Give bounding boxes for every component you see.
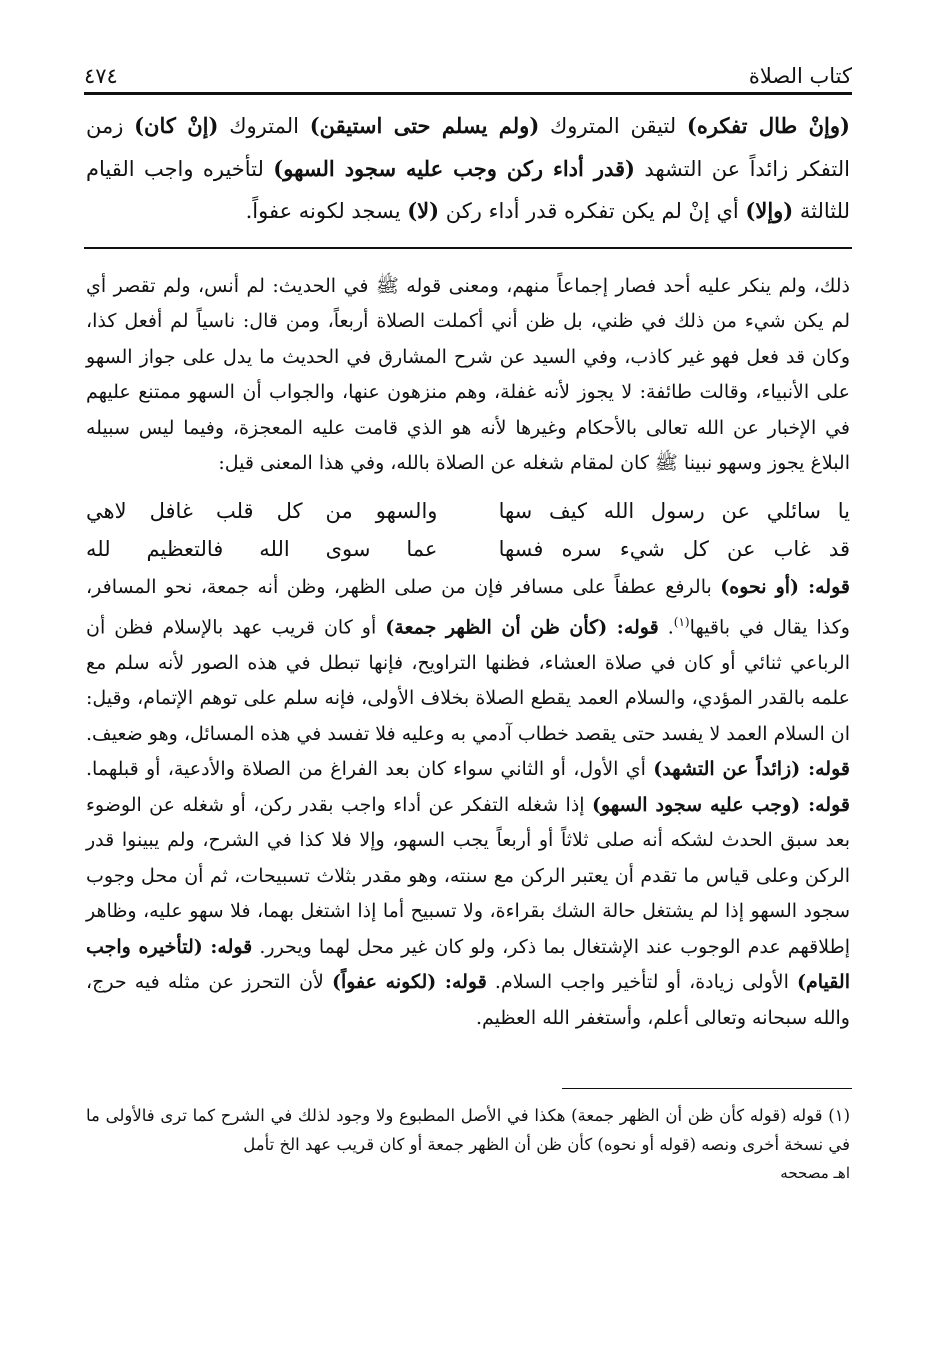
text-run: المتروك xyxy=(218,114,310,138)
bold-run: قوله: (كأن ظن أن الظهر جمعة) xyxy=(385,616,659,639)
book-page xyxy=(84,44,852,1188)
poem-line-1 xyxy=(86,492,850,530)
bold-run: (لا) xyxy=(407,198,440,223)
text-run: لتأخيره واجب القيام للثالثة xyxy=(86,156,850,223)
text-run: الأولى زيادة، أو لتأخير واجب السلام. xyxy=(486,971,798,994)
poem-hemistich-2b: عما سوى الله فالتعظيم لله xyxy=(86,536,438,561)
bold-run: (أو نحوه) xyxy=(720,575,800,598)
bold-run: (وإلا) xyxy=(745,198,794,223)
bold-run: (ولم يسلم حتى استيقن) xyxy=(309,113,540,138)
bold-run: قوله: (لتأخيره واجب القيام) xyxy=(86,935,850,994)
commentary-paragraph-2 xyxy=(86,570,850,1037)
page-header xyxy=(84,44,852,88)
bold-run: (إنْ كان) xyxy=(134,113,219,138)
book-title: كتاب الصلاة xyxy=(748,64,852,88)
bold-run: (وإنْ طال تفكره) xyxy=(686,113,850,138)
poem-hemistich-2a: قد غاب عن كل شيء سره فسها xyxy=(498,536,850,561)
bold-run: (قدر أداء ركن وجب عليه سجود السهو) xyxy=(273,155,635,181)
footnote-rule xyxy=(562,1088,852,1089)
text-run: يسجد لكونه عفواً. xyxy=(245,199,408,223)
commentary xyxy=(84,269,852,1037)
text-run: لتيقن المتروك xyxy=(539,114,687,138)
text-run: أو كان قريب عهد بالإسلام فظن أن الرباعي ثنائي أو كان في صلاة العشاء، فظنها التراويح، فإنها تبطل في هذه الصور لأنه سلم مع علمه بالقدر المؤدي، والسلام العمد يقطع الصلاة بخلاف الأولى، فإنه سلم على توهم الإتمام، وقيل: ان السلام العمد لا يفسد حتى يقصد خطاب آدمي به وعليه فلا تفسد في هذه المسائل، وهو ضعيف. xyxy=(86,616,850,745)
header-rule xyxy=(84,92,852,95)
bold-run: قوله: (لكونه عفواً) xyxy=(331,971,487,994)
text-run: لأن التحرز عن مثله فيه حرج، والله سبحانه وتعالى أعلم، وأستغفر الله العظيم. xyxy=(86,971,850,1029)
matn-text xyxy=(84,105,852,233)
bold-run: قوله: (زائداً عن التشهد) xyxy=(653,758,850,781)
footnote xyxy=(84,1101,852,1188)
poem xyxy=(86,492,850,568)
poem-line-2 xyxy=(86,530,850,568)
commentary-paragraph-1 xyxy=(86,269,850,482)
footnote-text: (١) قوله (قوله كأن ظن أن الظهر جمعة) هكذا في الأصل المطبوع ولا وجود لذلك في الشرح كما ترى فالأولى ما في نسخة أخرى ونصه (قوله أو نحوه) كأن ظن أن الظهر جمعة أو كان قريب عهد الخ تأمل xyxy=(86,1106,850,1155)
text-run: إذا شغله التفكر عن أداء واجب بقدر ركن، أو شغله عن الوضوء بعد سبق الحدث لشكه أنه صلى ثلاثاً أو أربعاً يجب السهو، وإلا فلا كذا في الشرح، ولم يبينوا قدر الركن وعلى قياس ما تقدم أن يعتبر الركن مع سنته، وهو مقدر بثلاث تسبيحات، ثم أن محل وجوب سجود السهو إذا لم يشتغل حالة الشك بقراءة، ولا تسبيح أما إذا اشتغل بهما، فلا سهو عليه، وظاهر إطلاقهم عدم الوجوب عند الإشتغال بما ذكر، ولو كان غير محل لهما ويحرر. xyxy=(86,793,850,958)
page-number: ٤٧٤ xyxy=(84,64,118,88)
matn-separator xyxy=(84,247,852,249)
bold-run: قوله: (وجب عليه سجود السهو) xyxy=(591,793,850,816)
text-run: زمن التفكر زائداً عن التشهد xyxy=(86,114,850,181)
text-run: (١) xyxy=(673,615,690,629)
footnote-signature: اهـ مصححه xyxy=(780,1164,850,1183)
text-run: أي الأول، أو الثاني سواء كان بعد الفراغ من الصلاة والأدعية، أو قبلهما. xyxy=(86,758,654,781)
bold-run: قوله: xyxy=(799,575,850,598)
text-run: ذلك، ولم ينكر عليه أحد فصار إجماعاً منهم، ومعنى قوله ﷺ في الحديث: لم أنس، ولم تقصر أي لم يكن شيء من ذلك في ظني، بل ظن أني أكملت الصلاة أربعاً، ومن قال: ناسياً لم أفعل كذا، وكان قد فعل فهو غير كاذب، وفي السيد عن شرح المشارق في الحديث ما يدل على جواز السهو على الأنبياء، وقالت طائفة: لا يجوز لأنه غفلة، وهم منزهون عنها، والجواب أن السهو ممتنع عليهم في الإخبار عن الله تعالى بالأحكام وغيرها لأنه هو الذي قامت عليه المعجزة، وفيما ليس سبيله البلاغ يجوز وسهو نبينا ﷺ كان لمقام شغله عن الصلاة بالله، وفي هذا المعنى قيل: xyxy=(86,274,850,474)
text-run: أي إنْ لم يكن تفكره قدر أداء ركن xyxy=(439,199,746,223)
poem-hemistich-1b: والسهو من كل قلب غافل لاهي xyxy=(86,498,438,523)
poem-hemistich-1a: يا سائلي عن رسول الله كيف سها xyxy=(498,498,850,523)
text-run: . xyxy=(658,616,674,639)
text-run: بالرفع عطفاً على مسافر فإن من صلى الظهر، وظن أنه جمعة، نحو المسافر، وكذا يقال في باقيها xyxy=(86,575,850,639)
